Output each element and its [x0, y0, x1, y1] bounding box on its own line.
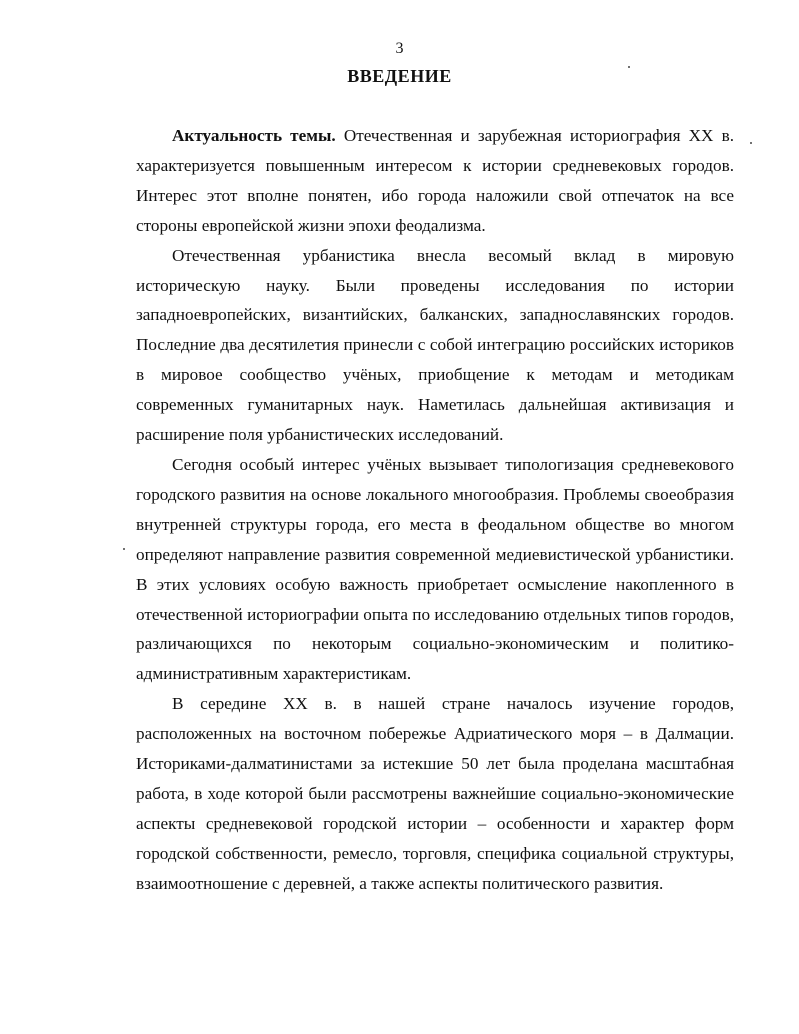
- scan-speck: [628, 66, 630, 68]
- document-body: [136, 121, 734, 899]
- paragraph-dalmatia: В середине XX в. в нашей стране началось изучение городов, расположенных на восточном побережье Адриатического моря – в Далмации. Историками-далматинистами за истекшие 50 лет была проделана масштабная работа, в ходе которой были рассмотрены важнейшие социально-экономические аспекты средневековой городской истории – особенности и характер форм городской собственности, ремесло, торговля, специфика социальной структуры, взаимоотношение с деревней, а также аспекты политического развития.: [136, 694, 734, 893]
- scan-speck: [750, 142, 752, 144]
- page-number: 3: [395, 40, 404, 57]
- paragraph-urbanistics: Отечественная урбанистика внесла весомый вклад в мировую историческую науку. Были проведены исследования по истории западноевропейских, византийских, балканских, западнославянских городов. Последние два десятилетия принесли с собой интеграцию российских историков в мировое сообщество учёных, приобщение к методам и методикам современных гуманитарных наук. Наметилась дальнейшая активизация и расширение поля урбанистических исследований.: [136, 245, 734, 445]
- page-title: ВВЕДЕНИЕ: [347, 66, 452, 86]
- paragraph-relevance: [136, 121, 734, 241]
- relevance-heading: Актуальность темы.: [172, 126, 336, 145]
- paragraph-text: Отечественная и зарубежная историография XX в. характеризуется повышенным интересом к истории средневековых городов. Интерес этот вполне понятен, ибо города наложили свой отпечаток на все стороны европейской жизни эпохи феодализма.: [136, 126, 734, 235]
- paragraph-typology: Сегодня особый интерес учёных вызывает типологизация средневекового городского развития на основе локального многообразия. Проблемы своеобразия внутренней структуры города, его места в феодальном обществе во многом определяют направление развития современной медиевистической урбанистики. В этих условиях особую важность приобретает осмысление накопленного в отечественной историографии опыта по исследованию отдельных типов городов, различающихся по некоторым социально-экономическим и политико-административным характеристикам.: [136, 454, 734, 684]
- scan-speck: [123, 548, 125, 550]
